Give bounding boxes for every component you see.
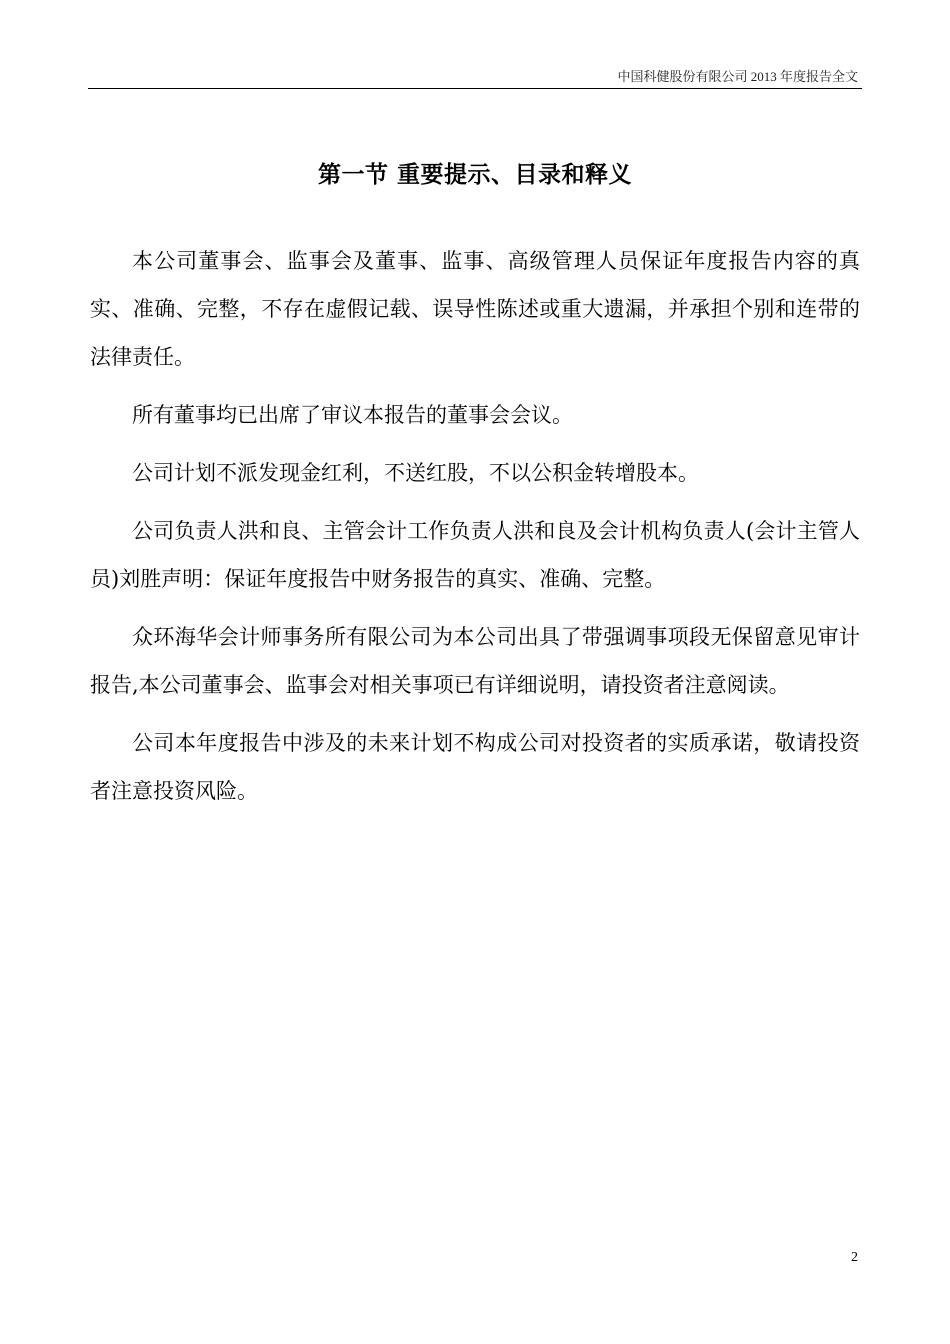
body-content <box>90 237 860 825</box>
header-divider <box>88 88 862 89</box>
paragraph-assurance: 本公司董事会、监事会及董事、监事、高级管理人员保证年度报告内容的真实、准确、完整，不存在虚假记载、误导性陈述或重大遗漏，并承担个别和连带的法律责任。 <box>90 249 860 369</box>
section-title: 第一节 重要提示、目录和释义 <box>317 161 632 188</box>
paragraph-dividend: 公司计划不派发现金红利，不送红股，不以公积金转增股本。 <box>132 461 699 485</box>
paragraph-attendance: 所有董事均已出席了审议本报告的董事会会议。 <box>132 403 573 427</box>
paragraph-risk-warning: 公司本年度报告中涉及的未来计划不构成公司对投资者的实质承诺，敬请投资者注意投资风险。 <box>90 731 860 803</box>
page-number: 2 <box>851 1250 858 1265</box>
paragraph-responsible-persons: 公司负责人洪和良、主管会计工作负责人洪和良及会计机构负责人(会计主管人员)刘胜声明：保证年度报告中财务报告的真实、准确、完整。 <box>90 519 860 591</box>
running-header: 中国科健股份有限公司 2013 年度报告全文 <box>617 69 858 84</box>
paragraph-audit-opinion: 众环海华会计师事务所有限公司为本公司出具了带强调事项段无保留意见审计报告,本公司董事会、监事会对相关事项已有详细说明，请投资者注意阅读。 <box>90 625 860 697</box>
